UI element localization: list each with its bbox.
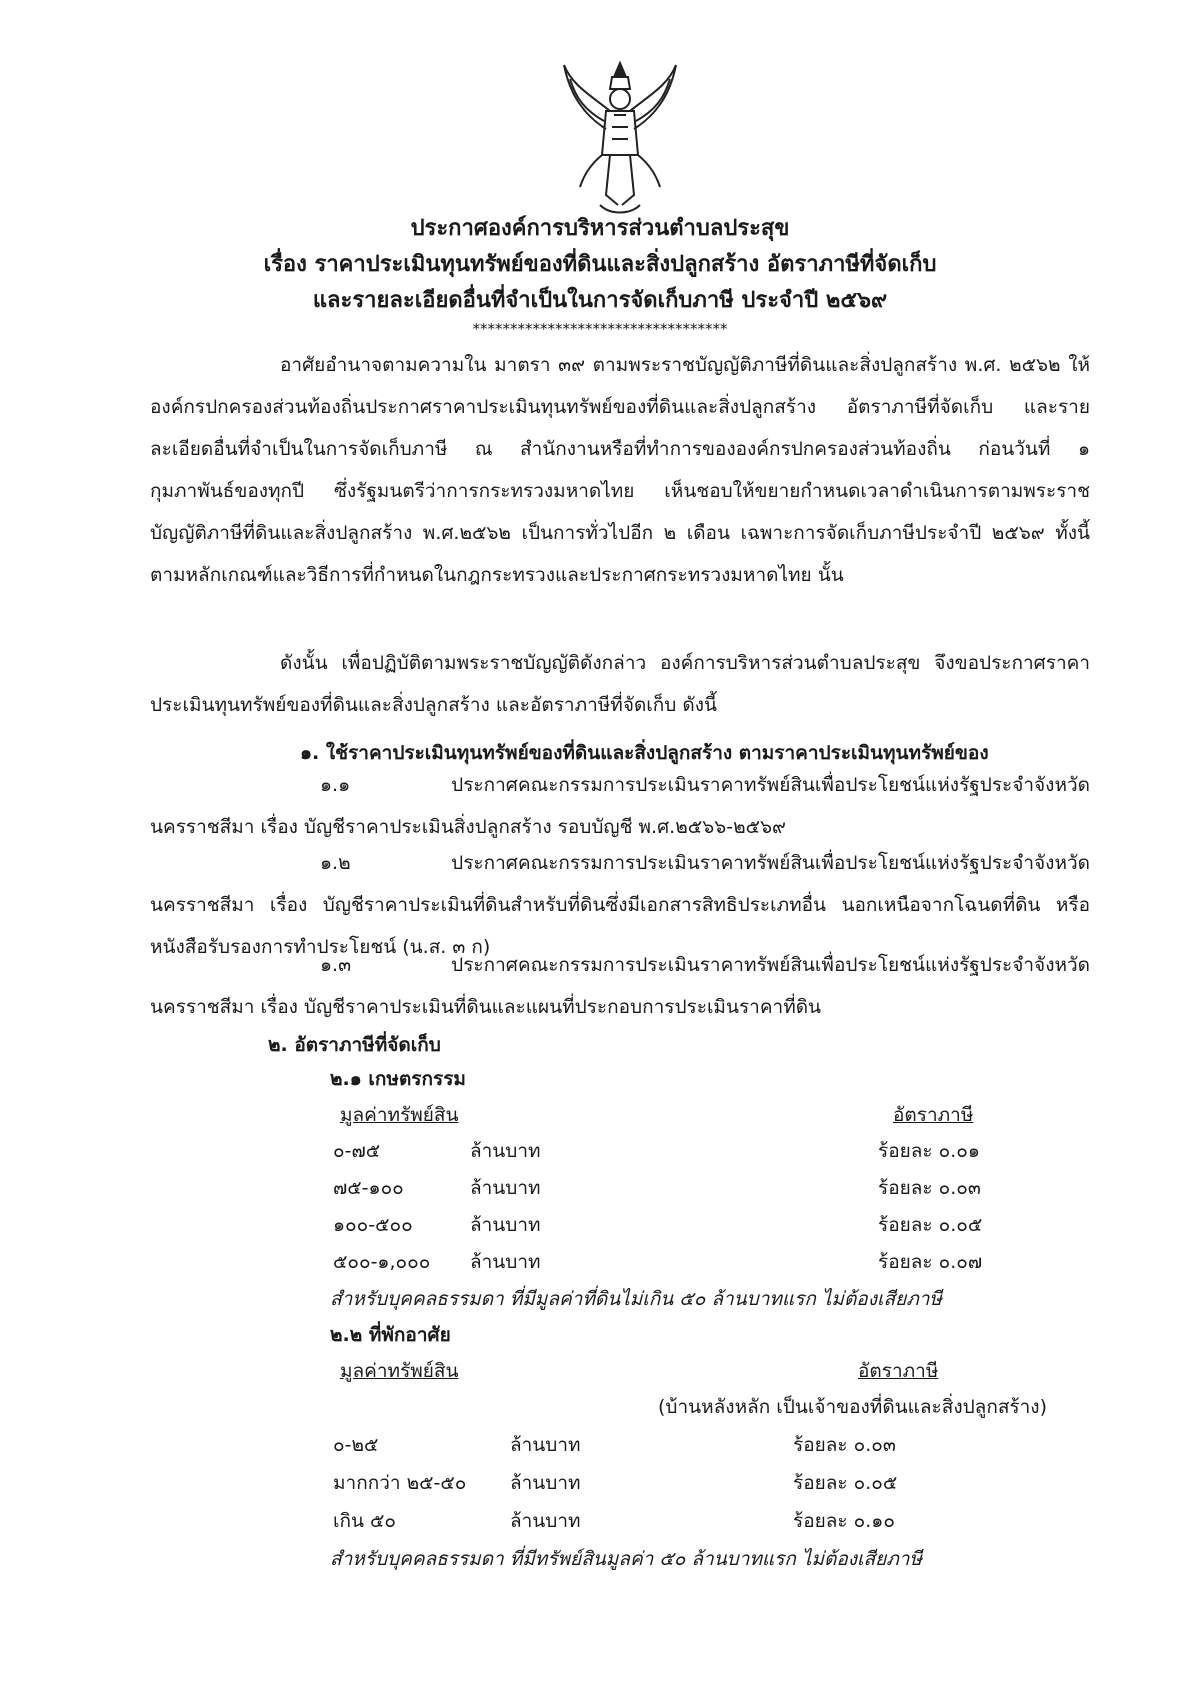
agri-row-range: ๑๐๐-๕๐๐: [333, 1214, 413, 1236]
residential-row-unit: ล้านบาท: [510, 1434, 581, 1456]
announcement-subject: เรื่อง ราคาประเมินทุนทรัพย์ของที่ดินและสิ่งปลูกสร้าง อัตราภาษีที่จัดเก็บ: [263, 252, 937, 277]
residential-rate-subtitle: (บ้านหลังหลัก เป็นเจ้าของที่ดินและสิ่งปลูกสร้าง): [658, 1396, 1047, 1418]
residential-row-unit: ล้านบาท: [510, 1510, 581, 1532]
garuda-emblem-icon: [560, 55, 680, 225]
residential-row-range: มากกว่า ๒๕-๕๐: [333, 1472, 467, 1494]
agri-row-range: ๐-๗๕: [333, 1140, 381, 1162]
agri-row-range: ๗๕-๑๐๐: [333, 1177, 404, 1199]
intro-paragraph-2: ดังนั้น เพื่อปฏิบัติตามพระราชบัญญัติดังกล่าว องค์การบริหารส่วนตำบลประสุข จึงขอประกาศราคาประเมินทุนทรัพย์ของที่ดินและสิ่งปลูกสร้าง และอัตราภาษีที่จัดเก็บ ดังนี้: [150, 652, 1090, 716]
section-1-heading: ๑. ใช้ราคาประเมินทุนทรัพย์ของที่ดินและสิ่งปลูกสร้าง ตามราคาประเมินทุนทรัพย์ของ: [300, 742, 989, 764]
section-1-item-2: ๑.๒ ประกาศคณะกรรมการประเมินราคาทรัพย์สินเพื่อประโยชน์แห่งรัฐประจำจังหวัดนครราชสีมา เรื่อง บัญชีราคาประเมินที่ดินสำหรับที่ดินซึ่งมีเอกสารสิทธิประเภทอื่น นอกเหนือจากโฉนดที่ดิน หรือหนังสือรับรองการทำประโยชน์ (น.ส. ๓ ก): [150, 852, 1090, 958]
agri-row-rate: ร้อยละ ๐.๐๑: [878, 1140, 980, 1162]
agri-col-value: มูลค่าทรัพย์สิน: [340, 1104, 459, 1126]
agri-col-rate: อัตราภาษี: [893, 1104, 974, 1126]
title-separator: **********************************: [472, 320, 728, 338]
agri-row-unit: ล้านบาท: [470, 1251, 541, 1273]
residential-row-unit: ล้านบาท: [510, 1472, 581, 1494]
agri-row-rate: ร้อยละ ๐.๐๓: [878, 1177, 981, 1199]
section-1-item-3: ๑.๓ ประกาศคณะกรรมการประเมินราคาทรัพย์สินเพื่อประโยชน์แห่งรัฐประจำจังหวัดนครราชสีมา เรื่อง บัญชีราคาประเมินที่ดินและแผนที่ประกอบการประเมินราคาที่ดิน: [150, 954, 1090, 1018]
agri-row-unit: ล้านบาท: [470, 1214, 541, 1236]
section-2-heading: ๒. อัตราภาษีที่จัดเก็บ: [268, 1034, 441, 1056]
residential-row-range: ๐-๒๕: [333, 1434, 379, 1456]
announcement-subject-continued: และรายละเอียดอื่นที่จำเป็นในการจัดเก็บภาษี ประจำปี ๒๕๖๙: [312, 288, 888, 313]
residential-row-rate: ร้อยละ ๐.๐๓: [793, 1434, 896, 1456]
residential-exemption-note: สำหรับบุคคลธรรมดา ที่มีทรัพย์สินมูลค่า ๕๐ ล้านบาทแรก ไม่ต้องเสียภาษี: [330, 1548, 922, 1570]
residential-row-range: เกิน ๕๐: [333, 1510, 397, 1532]
residential-heading: ๒.๒ ที่พักอาศัย: [330, 1324, 451, 1346]
agri-row-rate: ร้อยละ ๐.๐๕: [878, 1214, 983, 1236]
agri-exemption-note: สำหรับบุคคลธรรมดา ที่มีมูลค่าที่ดินไม่เกิน ๕๐ ล้านบาทแรก ไม่ต้องเสียภาษี: [330, 1288, 942, 1310]
residential-col-value: มูลค่าทรัพย์สิน: [340, 1360, 459, 1382]
agri-row-rate: ร้อยละ ๐.๐๗: [878, 1251, 983, 1273]
announcement-title: ประกาศองค์การบริหารส่วนตำบลประสุข: [410, 216, 790, 241]
section-1-item-1: ๑.๑ ประกาศคณะกรรมการประเมินราคาทรัพย์สินเพื่อประโยชน์แห่งรัฐประจำจังหวัดนครราชสีมา เรื่อง บัญชีราคาประเมินสิ่งปลูกสร้าง รอบบัญชี พ.ศ.๒๕๖๖-๒๕๖๙: [150, 774, 1090, 838]
residential-col-rate: อัตราภาษี: [858, 1360, 939, 1382]
agri-row-unit: ล้านบาท: [470, 1177, 541, 1199]
agri-row-range: ๕๐๐-๑,๐๐๐: [333, 1251, 431, 1273]
residential-row-rate: ร้อยละ ๐.๐๕: [793, 1472, 898, 1494]
agri-row-unit: ล้านบาท: [470, 1140, 541, 1162]
agri-heading: ๒.๑ เกษตรกรรม: [330, 1068, 466, 1090]
residential-row-rate: ร้อยละ ๐.๑๐: [793, 1510, 895, 1532]
intro-paragraph: อาศัยอำนาจตามความใน มาตรา ๓๙ ตามพระราชบัญญัติภาษีที่ดินและสิ่งปลูกสร้าง พ.ศ. ๒๕๖๒ ให้องค์กรปกครองส่วนท้องถิ่นประกาศราคาประเมินทุนทรัพย์ของที่ดินและสิ่งปลูกสร้าง อัตราภาษีที่จัดเก็บ และรายละเอียดอื่นที่จำเป็นในการจัดเก็บภาษี ณ สำนักงานหรือที่ทำการขององค์กรปกครองส่วนท้องถิ่น ก่อนวันที่ ๑ กุมภาพันธ์ของทุกปี ซึ่งรัฐมนตรีว่าการกระทรวงมหาดไทย เห็นชอบให้ขยายกำหนดเวลาดำเนินการตามพระราชบัญญัติภาษีที่ดินและสิ่งปลูกสร้าง พ.ศ.๒๕๖๒ เป็นการทั่วไปอีก ๒ เดือน เฉพาะการจัดเก็บภาษีประจำปี ๒๕๖๙ ทั้งนี้ ตามหลักเกณฑ์และวิธีการที่กำหนดในกฎกระทรวงและประกาศกระทรวงมหาดไทย นั้น: [150, 354, 1090, 586]
